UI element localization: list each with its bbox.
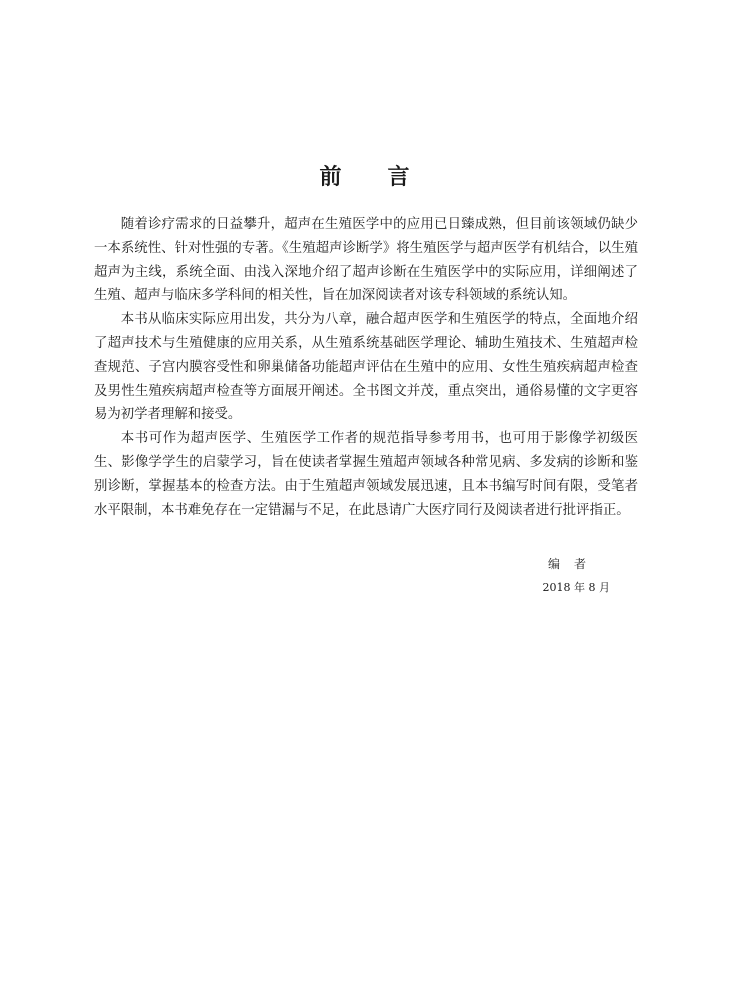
title-char-1: 前	[319, 164, 342, 190]
preface-body	[94, 213, 638, 522]
paragraph: 随着诊疗需求的日益攀升，超声在生殖医学中的应用已日臻成熟，但目前该领域仍缺少一本系统性、针对性强的专著。《生殖超声诊断学》将生殖医学与超声医学有机结合，以生殖超声为主线，系统全面、由浅入深地介绍了超声诊断在生殖医学中的实际应用，详细阐述了生殖、超声与临床多学科间的相关性，旨在加深阅读者对该专科领域的系统认知。	[94, 217, 638, 304]
paragraph: 本书可作为超声医学、生殖医学工作者的规范指导参考用书，也可用于影像学初级医生、影像学学生的启蒙学习，旨在使读者掌握生殖超声领域各种常见病、多发病的诊断和鉴别诊断，掌握基本的检查方法。由于生殖超声领域发展迅速，且本书编写时间有限，受笔者水平限制，本书难免存在一定错漏与不足，在此恳请广大医疗同行及阅读者进行批评指正。	[94, 431, 638, 518]
paragraph: 本书从临床实际应用出发，共分为八章，融合超声医学和生殖医学的特点，全面地介绍了超声技术与生殖健康的应用关系，从生殖系统基础医学理论、辅助生殖技术、生殖超声检查规范、子宫内膜容受性和卵巢储备功能超声评估在生殖中的应用、女性生殖疾病超声检查及男性生殖疾病超声检查等方面展开阐述。全书图文并茂，重点突出，通俗易懂的文字更容易为初学者理解和接受。	[94, 312, 638, 423]
editor-label: 编者	[547, 557, 600, 571]
page-title	[0, 160, 729, 191]
signature-block	[500, 553, 610, 599]
date-label: 2018 年 8 月	[542, 581, 610, 594]
title-char-2: 言	[387, 164, 410, 190]
